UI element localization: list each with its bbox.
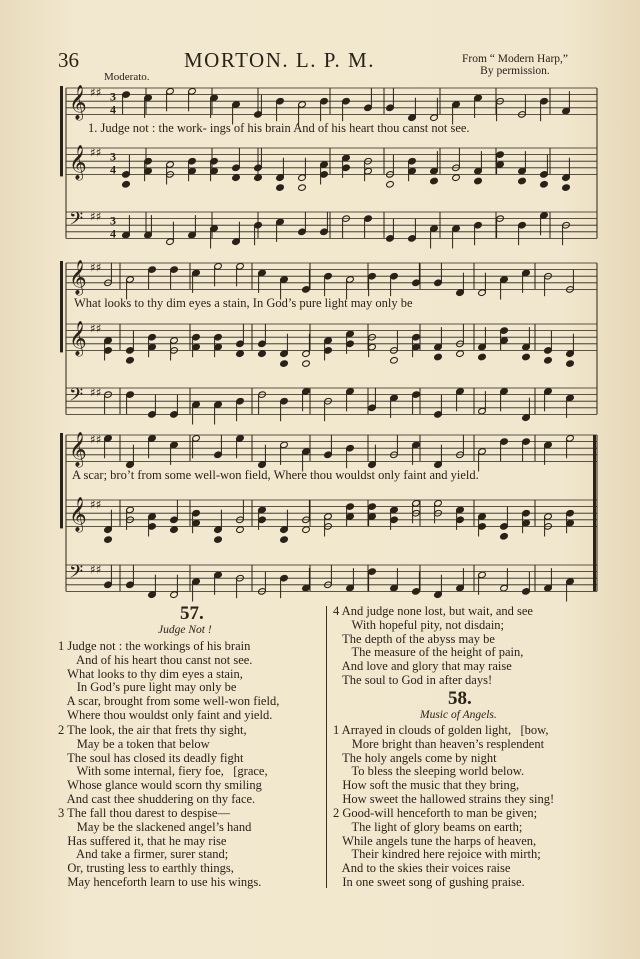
note-head (430, 177, 439, 185)
note-head (236, 350, 245, 358)
note-head (456, 350, 465, 358)
note-head (390, 357, 399, 365)
note-head (298, 184, 307, 192)
hymn-57-verse-4: 4 And judge none lost, but wait, and see With hopeful pity, not disdain; The depth of the abyss may be The measure of the height of pain, And love and glory that may raise The soul to God in after days! (333, 604, 533, 687)
note-head (302, 526, 311, 534)
hymn-57-verse-1: 1 Judge not : the workings of his brain And of his heart thou canst not see. What looks to thy dim eyes a stain, In God’s pure light may only be A scar, brought from some well-won field, Where thou wouldst only faint and yield. (58, 639, 280, 722)
key-signature: ♯♯ (90, 562, 102, 577)
note-head (236, 526, 245, 534)
treble-clef: 𝄞 (69, 496, 87, 532)
hymn-58-title: Music of Angels. (420, 709, 497, 721)
source-line-2: By permission. (480, 65, 550, 77)
key-signature: ♯♯ (90, 432, 102, 447)
note-head (170, 526, 179, 534)
note-head (122, 181, 131, 189)
note-head (214, 536, 223, 544)
bass-clef: 𝄢 (69, 208, 84, 234)
tune-title: MORTON. L. P. M. (184, 48, 375, 72)
hymn-58-verse-1: 1 Arrayed in clouds of golden light, [bow, More bright than heaven’s resplendent The holy angels come by night To bless the sleeping world below. How soft the music that they bring, How sweet the hallowed strains they sing! (333, 723, 555, 806)
hymn-58-number: 58. (448, 688, 472, 709)
note-head (562, 184, 571, 192)
note-head (280, 536, 289, 544)
final-barline (593, 435, 596, 591)
treble-clef: 𝄞 (69, 431, 87, 467)
time-signature-top: 3 (110, 89, 116, 104)
tempo-marking: Moderato. (104, 71, 150, 83)
hymn-57-verse-2: 2 The look, the air that frets thy sight, May be a token that below The soul has closed its deadly fight With some internal, fiery foe, [grace, Whose glance would scorn thy smiling And cast thee shuddering on thy face. (58, 723, 268, 806)
hymn-57-verse-3: 3 The fall thou darest to despise— May be the slackened angel’s hand Has suffered it, that he may rise And take a firmer, surer stand; Or, trusting less to earthly things, May henceforth learn to use his wings. (58, 806, 262, 889)
system-bracket (60, 261, 63, 352)
bass-clef: 𝄢 (69, 384, 84, 410)
note-head (566, 360, 575, 368)
key-signature: ♯♯ (90, 497, 102, 512)
column-divider (326, 606, 327, 888)
key-signature: ♯♯ (90, 321, 102, 336)
note-head (434, 353, 443, 361)
treble-clef: 𝄞 (69, 84, 87, 120)
lyrics-system-2: What looks to thy dim eyes a stain, In God’s pure light may only be (74, 296, 413, 310)
lyrics-system-3: A scar; bro’t from some well-won field, Where thou wouldst only faint and yield. (72, 468, 479, 482)
treble-clef: 𝄞 (69, 320, 87, 356)
note-head (386, 181, 395, 189)
system-bracket (60, 86, 63, 176)
hymn-57-number: 57. (180, 603, 204, 624)
hymn-58-verse-2: 2 Good-will henceforth to man be given; The light of glory beams on earth; While angels tune the harps of heaven, Their kindred here rejoice with mirth; And to the skies their voices raise In one sweet song of gushing praise. (333, 806, 541, 889)
time-signature-top: 3 (110, 213, 116, 228)
time-signature-bottom: 4 (110, 102, 116, 117)
note-head (232, 174, 241, 182)
note-head (302, 360, 311, 368)
note-head (478, 353, 487, 361)
page-number: 36 (58, 48, 79, 72)
note-head (280, 360, 289, 368)
note-head (104, 536, 113, 544)
treble-clef: 𝄞 (69, 144, 87, 180)
bass-clef: 𝄢 (69, 561, 84, 587)
note-head (126, 357, 135, 365)
system-bracket (60, 433, 63, 528)
note-head (544, 357, 553, 365)
hymn-57-title: Judge Not ! (158, 624, 212, 636)
note-head (452, 174, 461, 182)
note-head (254, 174, 263, 182)
note-head (540, 181, 549, 189)
note-head (474, 177, 483, 185)
treble-clef: 𝄞 (69, 259, 87, 295)
note-head (500, 533, 509, 541)
time-signature-top: 3 (110, 149, 116, 164)
note-head (276, 184, 285, 192)
key-signature: ♯♯ (90, 209, 102, 224)
note-head (518, 177, 527, 185)
source-line-1: From “ Modern Harp,” (461, 53, 569, 65)
note-head (258, 350, 267, 358)
key-signature: ♯♯ (90, 385, 102, 400)
time-signature-bottom: 4 (110, 226, 116, 241)
key-signature: ♯♯ (90, 145, 102, 160)
note-head (522, 353, 531, 361)
key-signature: ♯♯ (90, 260, 102, 275)
time-signature-bottom: 4 (110, 162, 116, 177)
lyrics-system-1: 1. Judge not : the work- ings of his brain And of his heart thou canst not see. (88, 121, 470, 135)
key-signature: ♯♯ (90, 85, 102, 100)
